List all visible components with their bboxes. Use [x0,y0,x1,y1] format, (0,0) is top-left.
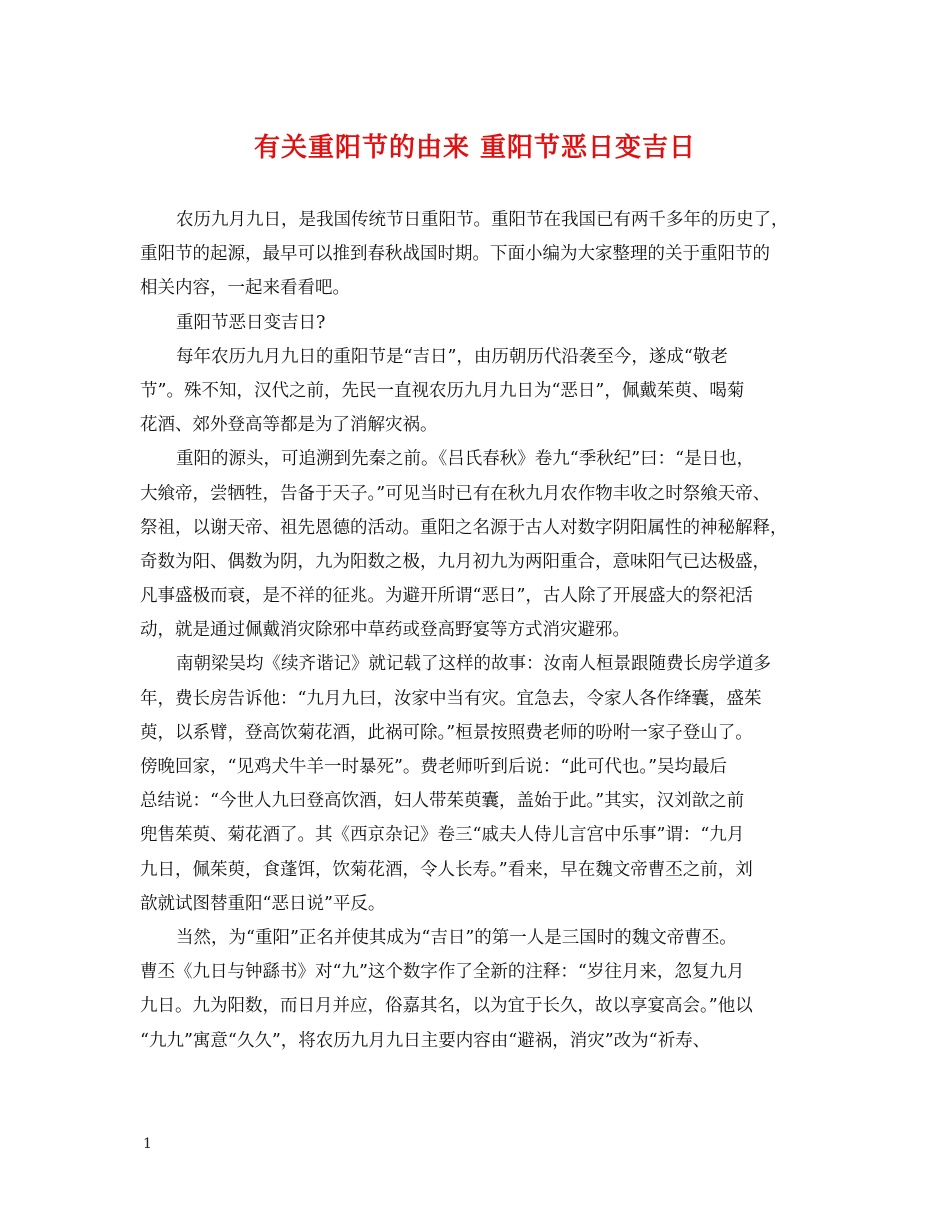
text-line: 当然，为“重阳”正名并使其成为“吉日”的第一人是三国时的魏文帝曹丕。 [176,927,737,948]
text-line: 南朝梁吴均《续齐谐记》就记载了这样的故事：汝南人桓景跟随费长房学道多 [176,654,771,675]
text-line: 重阳的源头，可追溯到先秦之前。《吕氏春秋》卷九“季秋纪”曰：“是日也， [176,449,755,470]
text-line: 奇数为阳、偶数为阴，九为阳数之极，九月初九为两阳重合，意味阳气已达极盛， [140,551,770,572]
text-line: 农历九月九日，是我国传统节日重阳节。重阳节在我国已有两千多年的历史了， [176,210,789,230]
text-line: 大飨帝，尝牺牲，告备于天子。”可见当时已有在秋九月农作物丰收之时祭飨天帝、 [140,483,771,504]
text-line: 总结说：“今世人九曰登高饮酒，妇人带茱萸囊，盖始于此。”其实，汉刘歆之前 [140,791,745,812]
text-line: 相关内容，一起来看看吧。 [140,278,350,299]
text-line: 重阳节的起源，最早可以推到春秋战国时期。下面小编为大家整理的关于重阳节的 [140,244,770,265]
text-line: 傍晚回家，“见鸡犬牛羊一时暴死”。费老师听到后说：“此可代也。”吴均最后 [140,757,728,777]
text-line: 萸，以系臂，登高饮菊花酒，此祸可除。”桓景按照费老师的吩咐一家子登山了。 [140,722,753,743]
text-line: “九九”寓意“久久”，将农历九月九日主要内容由“避祸，消灾”改为“祈寿、 [140,1030,711,1051]
text-line: 兜售茱萸、菊花酒了。其《西京杂记》卷三“戚夫人侍儿言宫中乐事”谓：“九月 [140,825,745,846]
text-line: 动，就是通过佩戴消灾除邪中草药或登高野宴等方式消灾避邪。 [140,620,630,641]
text-line: 凡事盛极而衰，是不祥的征兆。为避开所谓“恶日”，古人除了开展盛大的祭祀活 [140,586,753,607]
section-heading: 重阳节恶日变吉日? [176,312,326,333]
document-title: 有关重阳节的由来 重阳节恶日变吉日 [253,133,697,163]
text-line: 九日。九为阳数，而日月并应，俗嘉其名，以为宜于长久，故以享宴高会。”他以 [140,996,753,1017]
text-line: 祭祖，以谢天帝、祖先恩德的活动。重阳之名源于古人对数字阴阳属性的神秘解释， [140,517,788,538]
text-line: 九日，佩茱萸，食蓬饵，饮菊花酒，令人长寿。”看来，早在魏文帝曹丕之前，刘 [140,859,753,880]
text-line: 节”。殊不知，汉代之前，先民一直视农历九月九日为“恶日”，佩戴茱萸、喝菊 [140,380,745,401]
text-line: 曹丕《九日与钟繇书》对“九”这个数字作了全新的注释：“岁往月来，忽复九月 [140,962,745,983]
text-line: 每年农历九月九日的重阳节是“吉日”，由历朝历代沿袭至今，遂成“敬老 [176,346,728,367]
text-line: 年，费长房告诉他：“九月九曰，汝家中当有灾。宜急去，令家人各作绛囊，盛茱 [140,688,762,709]
text-line: 歆就试图替重阳“恶日说”平反。 [140,893,386,914]
page-number: 1 [143,1136,152,1152]
document-body [140,203,820,1058]
text-line: 花酒、郊外登高等都是为了消解灾祸。 [140,415,438,436]
